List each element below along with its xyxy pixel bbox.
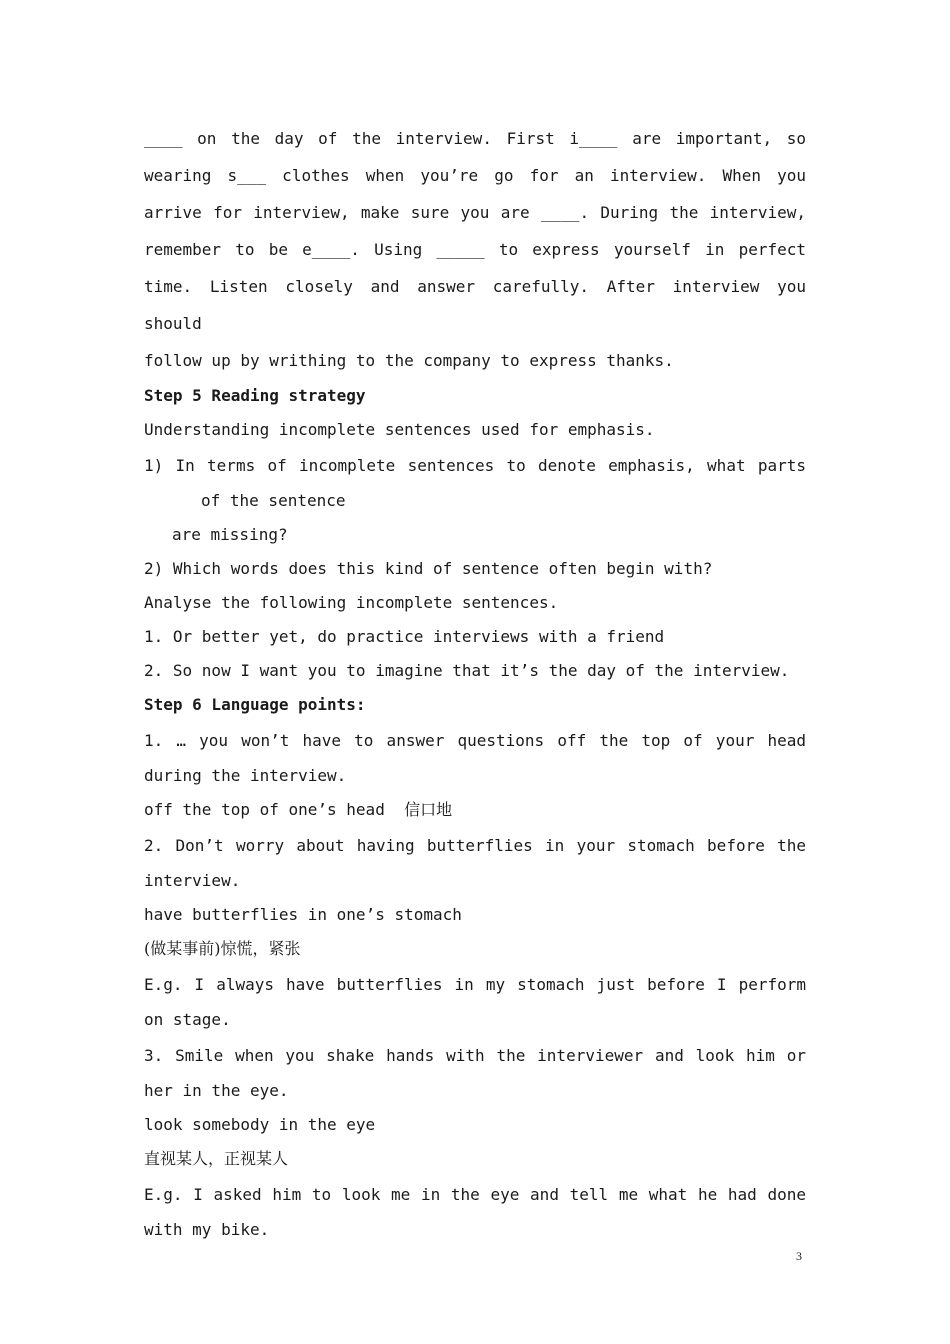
example-line: on stage.: [144, 1010, 231, 1029]
language-point-1-line: during the interview.: [144, 766, 347, 785]
example-line: with my bike.: [144, 1220, 270, 1239]
phrase-2-translation: (做某事前)惊慌，紧张: [144, 939, 301, 958]
step5-heading: Step 5 Reading strategy: [144, 386, 366, 405]
question-1-line: of the sentence: [201, 491, 346, 510]
example-sentence-1: 1. Or better yet, do practice interviews with a friend: [144, 627, 665, 646]
language-point-3-line: her in the eye.: [144, 1081, 289, 1100]
example-sentence-2: 2. So now I want you to imagine that it’s the day of the interview.: [144, 661, 790, 680]
language-point-3-line: 3. Smile when you shake hands with the interviewer and look him or: [144, 1046, 806, 1065]
phrase-1-translation: 信口地: [404, 800, 453, 819]
example-line: E.g. I always have butterflies in my stomach just before I perform: [144, 975, 806, 994]
cloze-passage: [144, 120, 806, 379]
example-line: E.g. I asked him to look me in the eye and tell me what he had done: [144, 1185, 806, 1204]
phrase-line: [144, 793, 806, 827]
passage-line: follow up by writhing to the company to express thanks.: [144, 351, 674, 370]
page-number: 3: [796, 1249, 802, 1263]
language-point-1-line: 1. … you won’t have to answer questions off the top of your head: [144, 731, 806, 750]
passage-line: remember to be e____. Using _____ to express yourself in perfect: [144, 240, 806, 259]
question-1-line: are missing?: [172, 525, 288, 544]
analyse-instruction: Analyse the following incomplete sentences.: [144, 593, 559, 612]
language-point-2-line: interview.: [144, 871, 241, 890]
question-1-line: 1) In terms of incomplete sentences to denote emphasis, what parts: [144, 456, 806, 475]
phrase-2: have butterflies in one’s stomach: [144, 905, 462, 924]
phrase-1: off the top of one’s head: [144, 800, 385, 819]
phrase-3: look somebody in the eye: [144, 1115, 376, 1134]
question-2: 2) Which words does this kind of sentence often begin with?: [144, 559, 713, 578]
passage-line: wearing s___ clothes when you’re go for an interview. When you: [144, 166, 806, 185]
phrase-3-translation: 直视某人，正视某人: [144, 1149, 289, 1168]
language-point-2-line: 2. Don’t worry about having butterflies in your stomach before the: [144, 836, 806, 855]
passage-line: arrive for interview, make sure you are ____. During the interview,: [144, 203, 806, 222]
step6-heading: Step 6 Language points:: [144, 695, 366, 714]
page-content: [144, 120, 806, 1247]
passage-line: ____ on the day of the interview. First i____ are important, so: [144, 129, 806, 148]
step5-intro: Understanding incomplete sentences used for emphasis.: [144, 420, 655, 439]
passage-line: time. Listen closely and answer carefully. After interview you should: [144, 277, 806, 333]
